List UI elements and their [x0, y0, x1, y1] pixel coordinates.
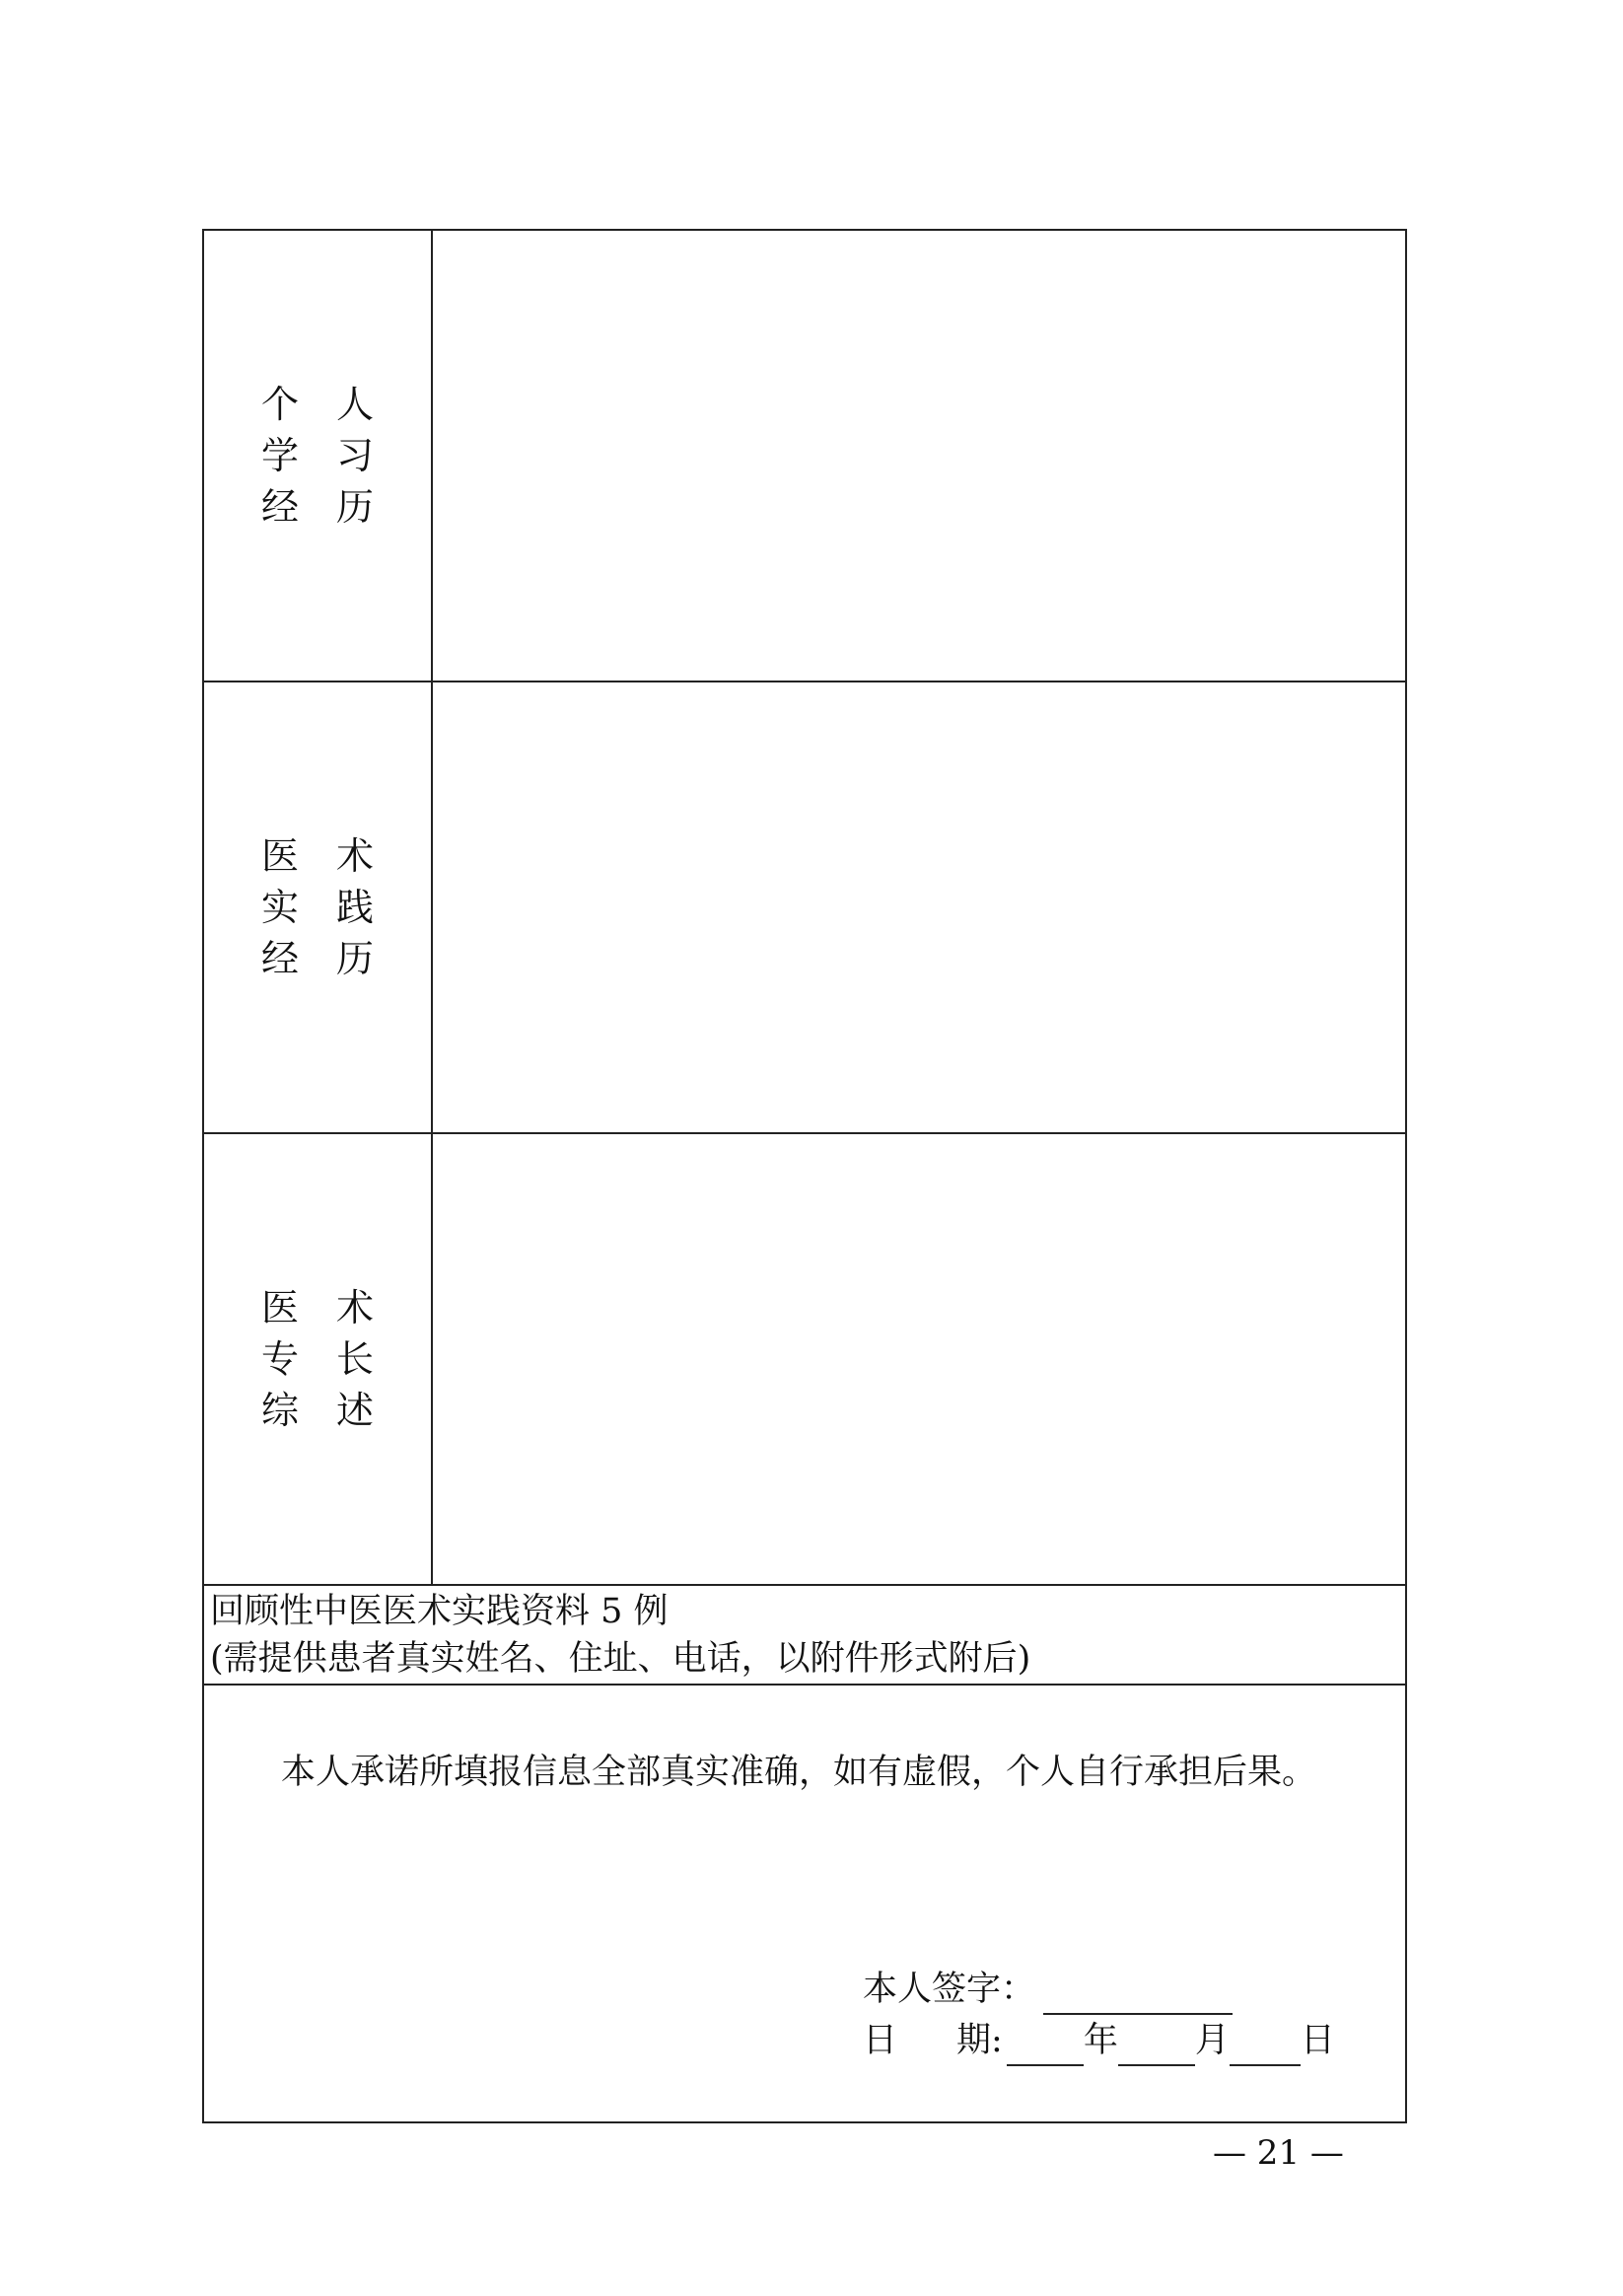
- study-history-field[interactable]: [433, 231, 1405, 681]
- label-study-history: [258, 383, 377, 529]
- label-practice-history: [258, 834, 377, 980]
- signature-block: [863, 1964, 1335, 2066]
- practice-history-field[interactable]: [433, 682, 1405, 1132]
- date-line: [863, 2015, 1335, 2066]
- label-char: 术: [335, 1286, 374, 1329]
- month-label: 月: [1194, 2021, 1230, 2060]
- row-specialty-summary: [204, 1134, 1405, 1586]
- row-case-materials: [204, 1586, 1405, 1686]
- label-char: 术: [335, 834, 374, 878]
- label-cell-practice-history: [204, 682, 433, 1132]
- label-char: 践: [335, 886, 374, 929]
- date-label-a: 日: [863, 2021, 898, 2060]
- row-study-history: [204, 231, 1405, 682]
- label-char: 专: [260, 1337, 299, 1381]
- label-char: 经: [260, 937, 299, 980]
- label-char: 个: [260, 383, 299, 426]
- label-char: 经: [260, 485, 299, 529]
- case-materials-title: 回顾性中医医术实践资料 5 例: [210, 1592, 669, 1631]
- application-form-table: [202, 229, 1407, 2123]
- case-materials-note: [210, 1588, 1030, 1683]
- label-cell-specialty-summary: [204, 1134, 433, 1584]
- label-char: 医: [260, 1286, 299, 1329]
- label-specialty-summary: [258, 1286, 377, 1432]
- signature-field[interactable]: [1043, 1973, 1233, 2015]
- label-char: 综: [260, 1389, 299, 1432]
- signature-line: [863, 1964, 1335, 2015]
- label-char: 人: [335, 383, 374, 426]
- day-label: 日: [1300, 2021, 1335, 2060]
- label-char: 习: [335, 434, 374, 477]
- specialty-summary-field[interactable]: [433, 1134, 1405, 1584]
- year-field[interactable]: [1007, 2025, 1084, 2066]
- day-field[interactable]: [1230, 2025, 1301, 2066]
- label-char: 历: [335, 937, 374, 980]
- case-materials-instruction: (需提供患者真实姓名、住址、电话，以附件形式附后): [210, 1639, 1031, 1679]
- label-cell-study-history: [204, 231, 433, 681]
- row-pledge: [204, 1686, 1405, 2121]
- signature-label: 本人签字：: [863, 1970, 1036, 2009]
- page-number: — 21 —: [1213, 2133, 1344, 2173]
- pledge-text: 本人承诺所填报信息全部真实准确，如有虚假，个人自行承担后果。: [281, 1753, 1317, 1792]
- label-char: 历: [335, 485, 374, 529]
- row-practice-history: [204, 682, 1405, 1134]
- label-char: 述: [335, 1389, 374, 1432]
- label-char: 长: [335, 1337, 374, 1381]
- year-label: 年: [1083, 2021, 1118, 2060]
- label-char: 学: [260, 434, 299, 477]
- label-char: 医: [260, 834, 299, 878]
- date-label-b: 期:: [956, 2021, 1003, 2060]
- month-field[interactable]: [1118, 2025, 1195, 2066]
- label-char: 实: [260, 886, 299, 929]
